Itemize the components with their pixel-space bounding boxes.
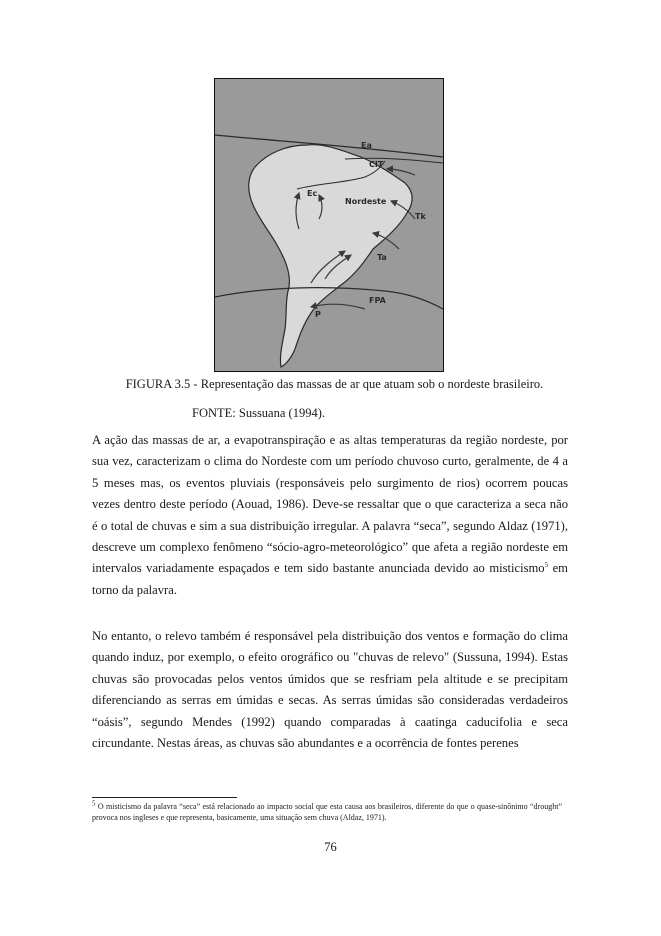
footnote-divider	[92, 797, 237, 798]
label-tk: Tk	[415, 212, 426, 221]
label-ec: Ec	[307, 189, 318, 198]
footnote-ref: 5	[544, 561, 549, 570]
footnote-marker: 5	[92, 799, 96, 808]
paragraph-1-text-a: A ação das massas de ar, a evapotranspiração e as altas temperaturas da região nordeste, por sua vez, caracterizam o clima do Nordeste com um período chuvoso curto, geralmente, de 4 a 5 meses mas, os eventos pluviais (responsáveis pelo surgimento de rios) ocorrem poucas vezes dentro deste período (Aouad, 1986). Deve-se ressaltar que o que caracteriza a seca não é o total de chuvas e sim a sua distribuição irregular. A palavra “seca”, segundo Aldaz (1971), descreve um complexo fenômeno “sócio-agro-meteorológico” que afeta a região nordeste em intervalos variadamente espaçados e tem sido bastante anunciada devido ao misticismo	[92, 433, 568, 576]
page-number: 76	[324, 840, 337, 854]
figure-map	[214, 78, 444, 372]
paragraph-1	[92, 430, 568, 601]
label-cit: CIT	[369, 160, 384, 169]
paragraph-2: No entanto, o relevo também é responsável pela distribuição dos ventos e formação do clima quando induz, por exemplo, o efeito orográfico ou "chuvas de relevo" (Sussuna, 1994). Estas chuvas são provocadas pelos ventos úmidos que se resfriam pela altitude e se precipitam diferenciando as serras em úmidas e secas. As serras úmidas são consideradas verdadeiros “oásis”, segundo Mendes (1992) quando comparadas à caatinga caducifolia e seca circundante. Nestas áreas, as chuvas são abundantes e a ocorrência de fontes perenes	[92, 629, 568, 751]
figure-caption: FIGURA 3.5 - Representação das massas de ar que atuam sob o nordeste brasileiro.	[125, 377, 544, 391]
label-ea: Ea	[361, 141, 372, 150]
south-america-air-masses-map	[215, 79, 443, 371]
footnote	[92, 801, 562, 823]
paragraph-1-text-b: em torno da palavra.	[92, 561, 568, 597]
label-p: P	[315, 310, 321, 319]
south-america-shape	[249, 145, 412, 367]
footnote-text: O misticismo da palavra “seca” está relacionado ao impacto social que esta causa aos brasileiros, diferente do que o quase-sinônimo “drought” provoca nos ingleses e que representa, basicamente, uma situação sem chuva (Aldaz, 1971).	[92, 802, 562, 822]
label-fpa: FPA	[369, 296, 386, 305]
label-nordeste: Nordeste	[345, 197, 387, 206]
label-ta: Ta	[377, 253, 387, 262]
figure-source: FONTE: Sussuana (1994).	[192, 406, 325, 420]
